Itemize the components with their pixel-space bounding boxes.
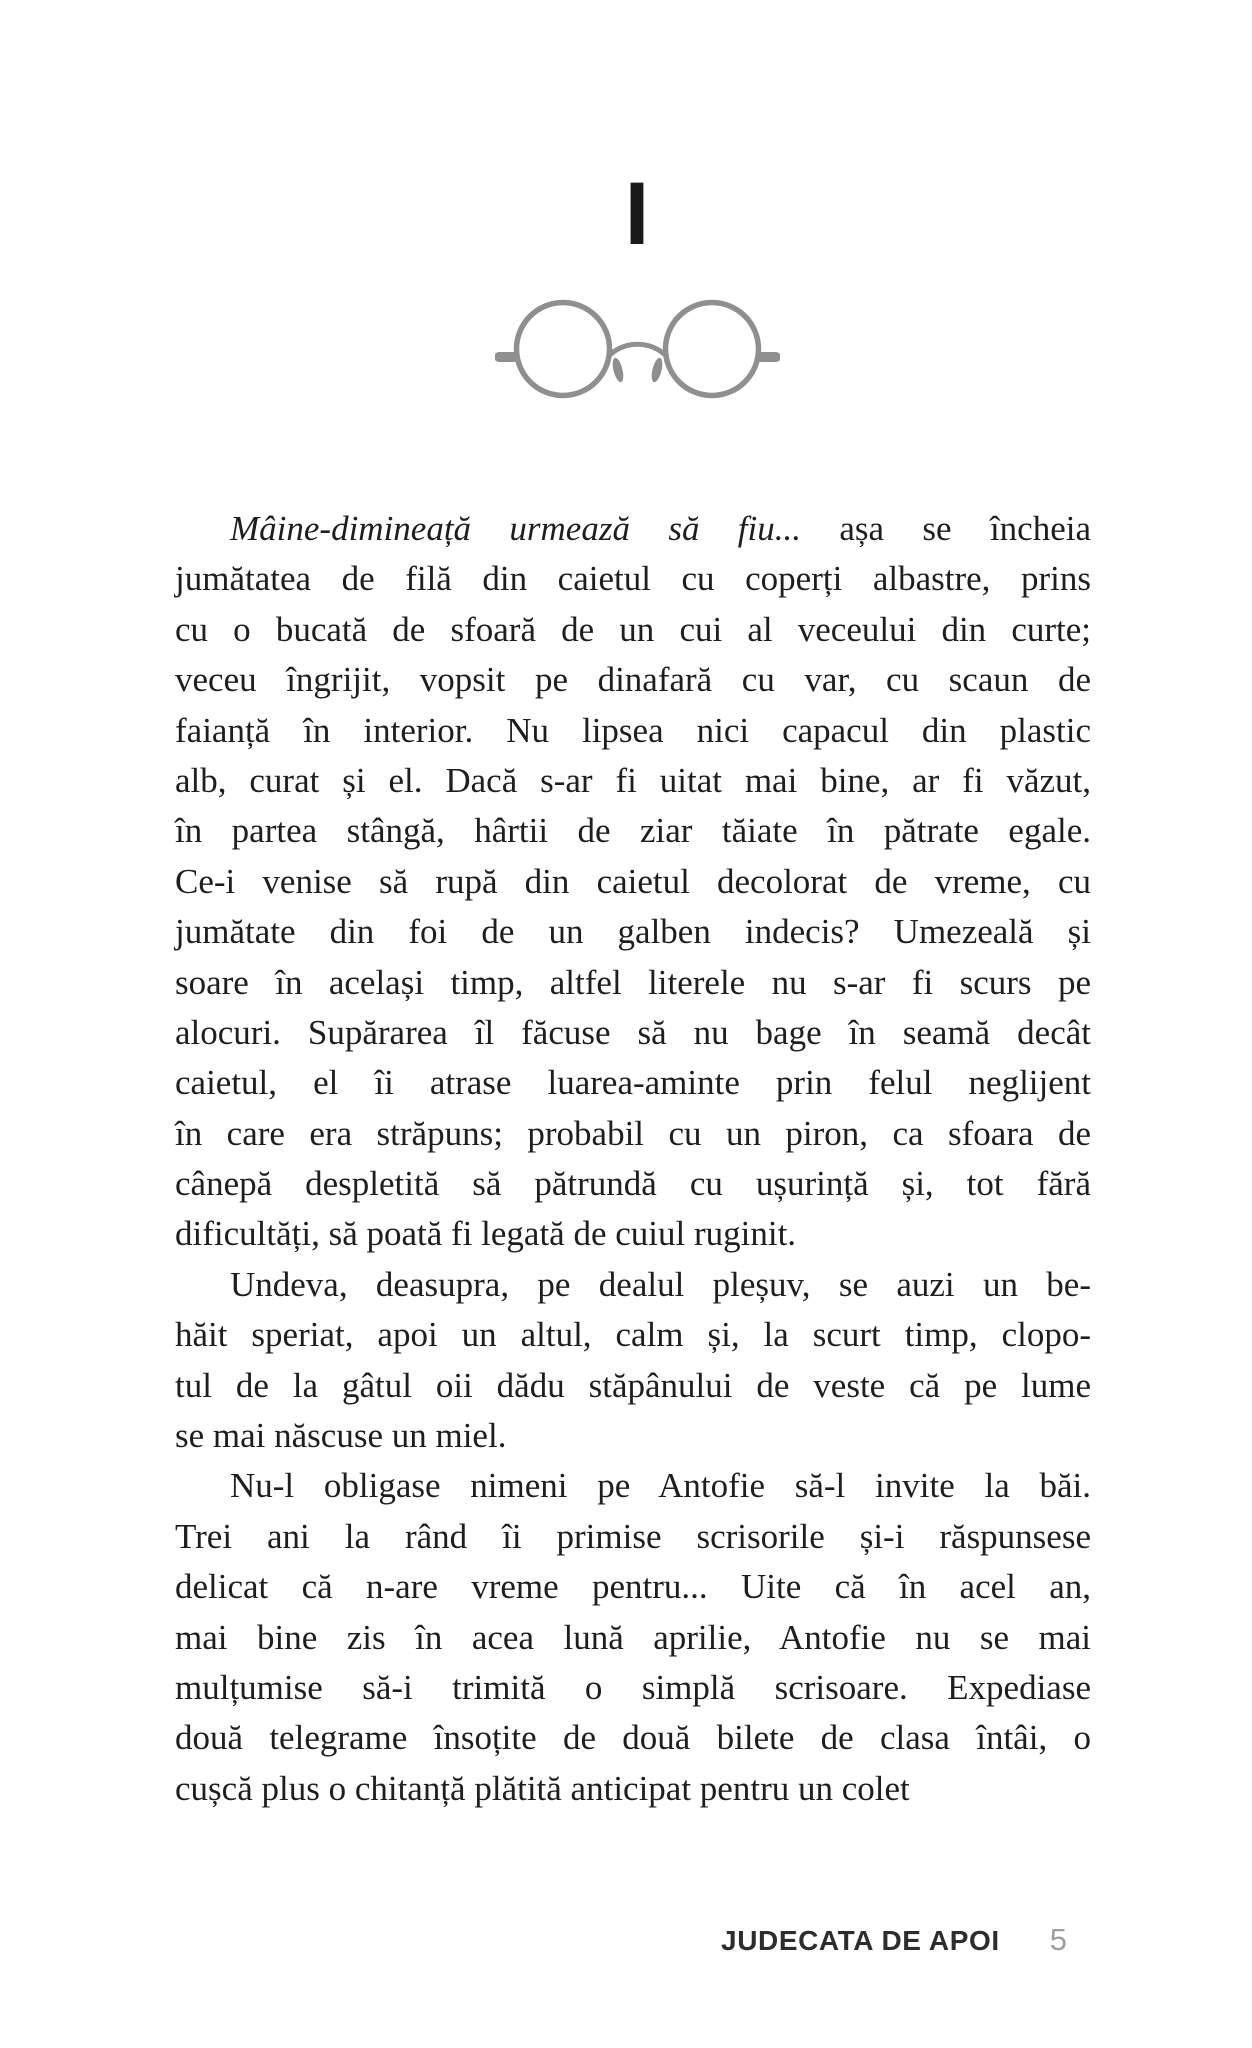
- body-line: Ce-i venise să rupă din caietul decolorat de vreme, cu: [175, 861, 1091, 901]
- body-line: mai bine zis în acea lună aprilie, Antofie nu se mai: [175, 1617, 1091, 1657]
- body-line: cușcă plus o chitanță plătită anticipat pentru un colet: [175, 1768, 910, 1808]
- body-line: veceu îngrijit, vopsit pe dinafară cu var, cu scaun de: [175, 660, 1091, 700]
- running-footer: [721, 1922, 1067, 1958]
- body-line: [175, 504, 1091, 554]
- body-line: Nu-l obligase nimeni pe Antofie să-l invite la băi.: [230, 1466, 1091, 1506]
- body-line: în partea stângă, hârtii de ziar tăiate în pătrate egale.: [175, 811, 1091, 851]
- roman-continuation: așa se încheia: [801, 509, 1091, 548]
- body-line: Undeva, deasupra, pe dealul pleșuv, se auzi un be-: [230, 1264, 1091, 1304]
- body-line: caietul, el îi atrase luarea-aminte prin felul neglijent: [175, 1063, 1091, 1103]
- body-line: jumătate din foi de un galben indecis? Umezeală și: [175, 912, 1091, 952]
- body-line: hăit speriat, apoi un altul, calm și, la scurt timp, clopo-: [175, 1315, 1091, 1355]
- footer-page-number: 5: [1049, 1922, 1067, 1957]
- body-line: tul de la gâtul oii dădu stăpânului de veste că pe lume: [175, 1365, 1091, 1405]
- round-spectacles-icon: [495, 297, 780, 403]
- body-line: cânepă despletită să pătrundă cu ușurință și, tot fără: [175, 1164, 1091, 1204]
- body-line: în care era străpuns; probabil cu un piron, ca sfoara de: [175, 1113, 1091, 1153]
- body-line: faianță în interior. Nu lipsea nici capacul din plastic: [175, 710, 1091, 750]
- body-line: soare în același timp, altfel literele nu s-ar fi scurs pe: [175, 962, 1091, 1002]
- body-text: [175, 504, 1091, 1814]
- body-line: dificultăți, să poată fi legată de cuiul ruginit.: [175, 1214, 797, 1254]
- footer-book-title: JUDECATA DE APOI: [721, 1925, 1000, 1956]
- body-line: se mai născuse un miel.: [175, 1416, 507, 1456]
- body-line: jumătatea de filă din caietul cu coperți albastre, prins: [175, 559, 1091, 599]
- body-line: mulțumise să-i trimită o simplă scrisoare. Expediase: [175, 1667, 1091, 1707]
- body-line: cu o bucată de sfoară de un cui al veceului din curte;: [175, 609, 1091, 649]
- body-line: alocuri. Supărarea îl făcuse să nu bage în seamă decât: [175, 1012, 1091, 1052]
- italic-lead-in: Mâine-dimineață urmează să fiu...: [230, 509, 802, 548]
- body-line: delicat că n-are vreme pentru... Uite că în acel an,: [175, 1567, 1091, 1607]
- body-line: două telegrame însoțite de două bilete de clasa întâi, o: [175, 1718, 1091, 1758]
- body-line: Trei ani la rând îi primise scrisorile și-i răspunsese: [175, 1516, 1091, 1556]
- chapter-number: I: [624, 163, 650, 263]
- body-line: alb, curat și el. Dacă s-ar fi uitat mai bine, ar fi văzut,: [175, 760, 1091, 800]
